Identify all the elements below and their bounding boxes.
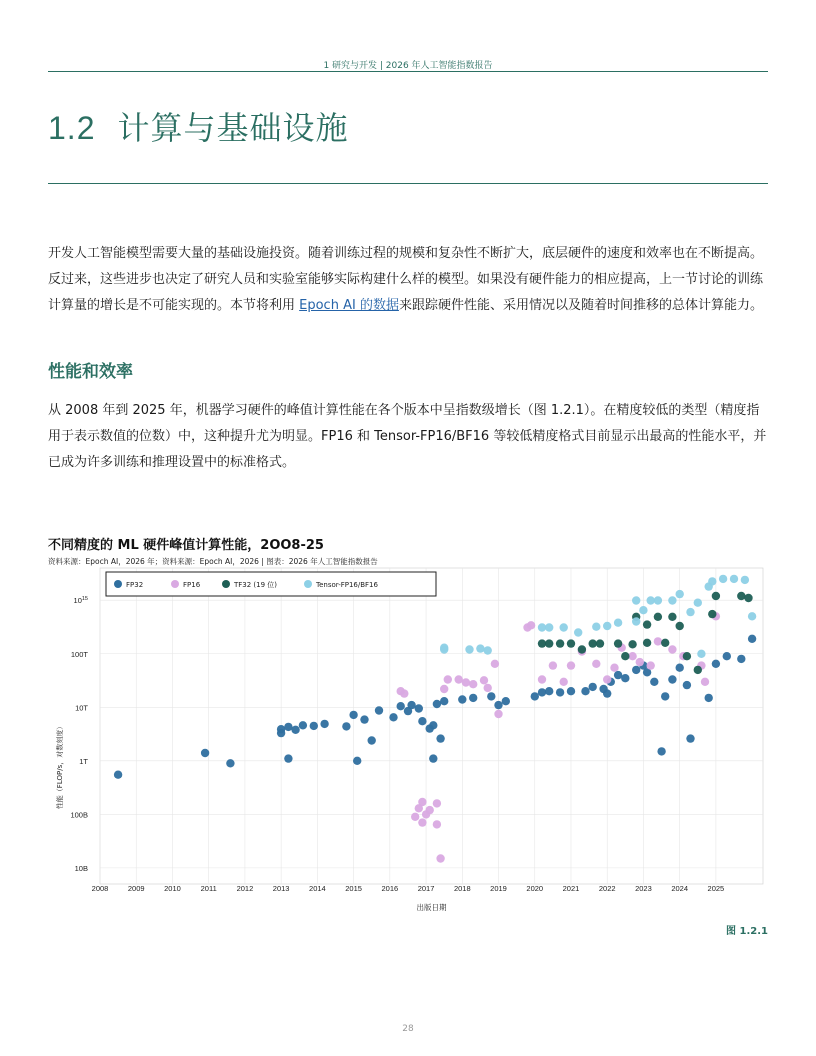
x-tick-label: 2025 — [707, 884, 725, 893]
data-point — [708, 610, 716, 618]
data-point — [375, 706, 383, 714]
data-point — [614, 639, 622, 647]
data-point — [556, 639, 564, 647]
x-tick-label: 2008 — [91, 884, 109, 893]
scatter-chart — [48, 566, 768, 916]
data-point — [418, 717, 426, 725]
data-point — [418, 818, 426, 826]
data-point — [614, 671, 622, 679]
data-point — [299, 721, 307, 729]
page-number: 28 — [402, 1024, 414, 1034]
data-point — [683, 652, 691, 660]
data-point — [578, 645, 586, 653]
data-point — [705, 694, 713, 702]
x-tick-label: 2015 — [345, 884, 362, 893]
data-point — [712, 660, 720, 668]
data-point — [748, 635, 756, 643]
x-tick-label: 2011 — [200, 884, 217, 893]
x-tick-label: 2017 — [417, 884, 435, 893]
data-point — [708, 577, 716, 585]
data-point — [440, 644, 448, 652]
data-point — [647, 661, 655, 669]
data-point — [444, 675, 452, 683]
data-point — [538, 688, 546, 696]
y-tick-label: 1T — [79, 756, 88, 766]
legend-marker — [304, 580, 312, 588]
figure-label: 图 1.2.1 — [726, 926, 768, 937]
data-point — [567, 687, 575, 695]
epoch-data-link[interactable]: Epoch AI 的数据 — [299, 298, 399, 313]
data-point — [614, 619, 622, 627]
legend-label: FP32 — [126, 581, 144, 589]
data-point — [686, 734, 694, 742]
data-point — [538, 623, 546, 631]
data-point — [567, 661, 575, 669]
legend-marker — [222, 580, 230, 588]
data-point — [661, 639, 669, 647]
x-tick-label: 2016 — [381, 884, 399, 893]
x-tick-label: 2024 — [671, 884, 689, 893]
data-point — [476, 644, 484, 652]
section-title: 计算与基础设施 — [117, 109, 349, 147]
x-tick-label: 2021 — [562, 884, 580, 893]
data-point — [657, 747, 665, 755]
legend-marker — [114, 580, 122, 588]
data-point — [426, 806, 434, 814]
data-point — [418, 798, 426, 806]
data-point — [284, 723, 292, 731]
intro-paragraph — [48, 241, 770, 319]
data-point — [694, 666, 702, 674]
intro-text-before: 开发人工智能模型需要大量的基础设施投资。随着训练过程的规模和复杂性不断扩大，底层硬件的速度和效率也在不断提高。反过来，这些进步也决定了研究人员和实验室能够实际构建什么样的模型。如果没有硬件能力的相应提高，上一节讨论的训练计算量的增长是不可能实现的。本节将利用 — [48, 246, 764, 313]
data-point — [719, 575, 727, 583]
data-point — [407, 701, 415, 709]
data-point — [433, 700, 441, 708]
data-point — [284, 754, 292, 762]
data-point — [469, 680, 477, 688]
data-point — [589, 683, 597, 691]
data-point — [349, 711, 357, 719]
data-point — [433, 799, 441, 807]
y-tick-label: $10^{15}$ — [73, 596, 88, 606]
header-divider — [48, 71, 768, 72]
x-tick-label: 2023 — [635, 884, 652, 893]
data-point — [683, 681, 691, 689]
data-point — [484, 684, 492, 692]
x-tick-label: 2013 — [272, 884, 290, 893]
data-point — [310, 722, 318, 730]
data-point — [360, 715, 368, 723]
data-point — [632, 666, 640, 674]
data-point — [462, 678, 470, 686]
data-point — [502, 697, 510, 705]
chart-source: 资料来源：Epoch AI，2026 年；资料来源：Epoch AI，2026 | 图表：2026 年人工智能指数报告 — [48, 557, 378, 566]
chart-title: 不同精度的 ML 硬件峰值计算性能，2OO8-25 — [48, 538, 324, 553]
data-point — [647, 596, 655, 604]
data-point — [567, 639, 575, 647]
data-point — [694, 599, 702, 607]
data-point — [730, 575, 738, 583]
data-point — [712, 592, 720, 600]
data-point — [668, 675, 676, 683]
data-point — [342, 722, 350, 730]
data-point — [610, 664, 618, 672]
data-point — [491, 660, 499, 668]
data-point — [545, 623, 553, 631]
data-point — [291, 726, 299, 734]
x-tick-label: 2018 — [453, 884, 471, 893]
data-point — [538, 639, 546, 647]
data-point — [589, 639, 597, 647]
data-point — [436, 854, 444, 862]
data-point — [741, 576, 749, 584]
data-point — [654, 637, 662, 645]
legend-label: Tensor-FP16/BF16 — [316, 581, 378, 589]
data-point — [397, 702, 405, 710]
data-point — [549, 661, 557, 669]
data-point — [353, 757, 361, 765]
data-point — [436, 734, 444, 742]
section-number: 1.2 — [48, 110, 96, 146]
data-point — [654, 596, 662, 604]
data-point — [650, 678, 658, 686]
data-point — [632, 596, 640, 604]
data-point — [440, 685, 448, 693]
x-tick-label: 2014 — [309, 884, 326, 893]
data-point — [632, 617, 640, 625]
x-tick-label: 2020 — [526, 884, 544, 893]
data-point — [621, 652, 629, 660]
data-point — [643, 620, 651, 628]
subsection-paragraph: 从 2008 年到 2025 年，机器学习硬件的峰值计算性能在各个版本中呈指数级增长（图 1.2.1）。在精度较低的类型（精度指用于表示数值的位数）中，这种提升尤为明显。FP16 和 Tensor-FP16/BF16 等较低精度格式目前显示出最高的性能水平，并已成为许多训练和推理设置中的标准格式。 — [48, 403, 767, 470]
data-point — [484, 646, 492, 654]
data-point — [455, 675, 463, 683]
data-point — [737, 655, 745, 663]
data-point — [494, 710, 502, 718]
data-point — [592, 660, 600, 668]
data-point — [676, 590, 684, 598]
data-point — [494, 701, 502, 709]
data-point — [429, 754, 437, 762]
data-point — [320, 720, 328, 728]
y-tick-label: 10B — [74, 863, 88, 873]
data-point — [668, 596, 676, 604]
legend-label: FP16 — [183, 581, 201, 589]
data-point — [469, 694, 477, 702]
data-point — [603, 622, 611, 630]
x-tick-label: 2012 — [236, 884, 254, 893]
data-point — [697, 650, 705, 658]
data-point — [603, 675, 611, 683]
data-point — [531, 692, 539, 700]
data-point — [723, 652, 731, 660]
data-point — [527, 621, 535, 629]
data-point — [560, 623, 568, 631]
data-point — [411, 813, 419, 821]
data-point — [556, 688, 564, 696]
x-tick-label: 2022 — [598, 884, 616, 893]
y-tick-label: 100B — [70, 810, 88, 820]
data-point — [737, 592, 745, 600]
data-point — [440, 697, 448, 705]
x-tick-label: 2009 — [127, 884, 145, 893]
data-point — [676, 622, 684, 630]
data-point — [701, 678, 709, 686]
y-axis-title: 性能（FLOP/s，对数刻度） — [56, 722, 64, 810]
data-point — [433, 820, 441, 828]
data-point — [226, 759, 234, 767]
data-point — [487, 692, 495, 700]
running-header: 1 研究与开发 | 2026 年人工智能指数报告 — [323, 61, 493, 71]
data-point — [560, 678, 568, 686]
intro-text-after: 来跟踪硬件性能、采用情况以及随着时间推移的总体计算能力。 — [398, 298, 763, 313]
data-point — [643, 639, 651, 647]
data-point — [639, 606, 647, 614]
data-point — [458, 695, 466, 703]
x-tick-label: 2019 — [490, 884, 507, 893]
data-point — [686, 608, 694, 616]
data-point — [114, 771, 122, 779]
data-point — [429, 721, 437, 729]
data-point — [201, 749, 209, 757]
data-point — [668, 613, 676, 621]
data-point — [654, 613, 662, 621]
data-point — [574, 628, 582, 636]
data-point — [668, 645, 676, 653]
data-point — [603, 689, 611, 697]
data-point — [480, 676, 488, 684]
data-point — [400, 689, 408, 697]
subsection-title: 性能和效率 — [48, 362, 133, 382]
data-point — [628, 652, 636, 660]
data-point — [545, 639, 553, 647]
data-point — [592, 623, 600, 631]
x-tick-label: 2010 — [164, 884, 181, 893]
x-axis-title: 出版日期 — [416, 903, 447, 912]
y-tick-label: 100T — [70, 649, 88, 659]
data-point — [636, 658, 644, 666]
data-point — [628, 640, 636, 648]
data-point — [389, 713, 397, 721]
data-point — [415, 704, 423, 712]
data-point — [596, 639, 604, 647]
data-point — [368, 736, 376, 744]
data-point — [661, 692, 669, 700]
data-point — [621, 674, 629, 682]
data-point — [748, 612, 756, 620]
y-tick-label: 10T — [75, 703, 88, 713]
section-heading — [48, 103, 349, 149]
data-point — [277, 725, 285, 733]
data-point — [538, 675, 546, 683]
data-point — [676, 664, 684, 672]
legend-marker — [171, 580, 179, 588]
data-point — [545, 687, 553, 695]
legend-label: TF32 (19 位) — [234, 581, 278, 589]
data-point — [744, 594, 752, 602]
data-point — [465, 645, 473, 653]
data-point — [581, 687, 589, 695]
title-divider — [48, 183, 768, 184]
